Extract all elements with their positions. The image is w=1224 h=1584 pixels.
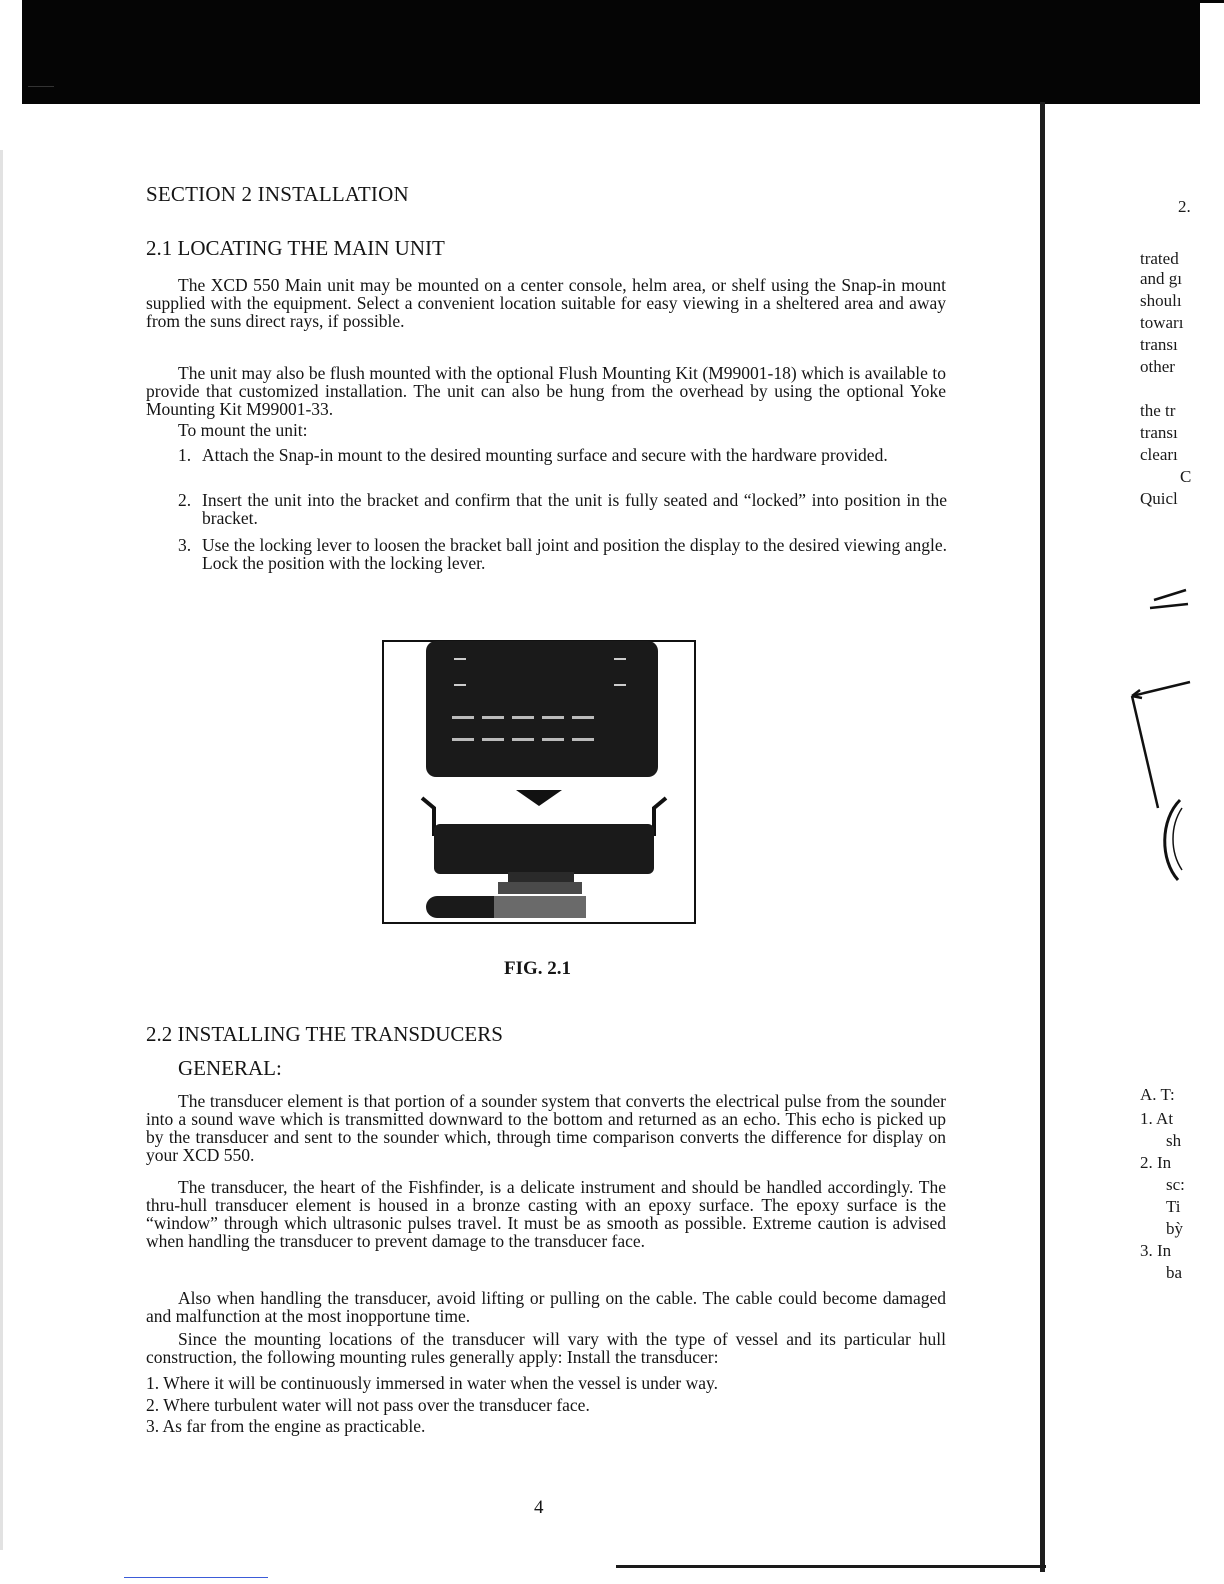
right-page-fragment: the tr — [1140, 401, 1176, 420]
section-title: SECTION 2 INSTALLATION — [146, 182, 409, 206]
step-text: Insert the unit into the bracket and confirm that the unit is fully seated and “locked” into position in the bracket. — [202, 490, 947, 528]
right-page-diagram-fragment — [1120, 580, 1224, 900]
locating-para-2: The unit may also be flush mounted with the optional Flush Mounting Kit (M99001-18) which is available to provide that customized installation. The unit can also be hung from the overhead by using the optional Yoke Mounting Kit M99001-33. — [146, 363, 946, 419]
left-page-edge — [0, 150, 3, 1550]
mounting-rule — [146, 1374, 718, 1392]
rule-text: Where turbulent water will not pass over the transducer face. — [163, 1395, 590, 1415]
right-page-fragment: Quicl — [1140, 489, 1178, 508]
right-page-fragment: other — [1140, 357, 1175, 376]
page-number: 4 — [534, 1497, 544, 1518]
right-page-fragment: Ti — [1166, 1197, 1181, 1216]
right-page-fragment: 2. — [1178, 197, 1191, 216]
bottom-rule — [616, 1565, 1046, 1568]
right-page-fragment: 3. In — [1140, 1241, 1172, 1260]
right-page-fragment: 1. At — [1140, 1109, 1174, 1128]
right-page-fragment: sh — [1166, 1131, 1182, 1150]
transducers-para-1: The transducer element is that portion of a sounder system that converts the electrical pulse from the sounder into a sound wave which is transmitted downward to the bottom and returned as an echo. This echo is picked up by the transducer and sent to the sounder which, through time comparison converts the difference for display on your XCD 550. — [146, 1091, 946, 1165]
locating-para-1: The XCD 550 Main unit may be mounted on a center console, helm area, or shelf using the Snap-in mount supplied with the equipment. Select a convenient location suitable for easy viewing in a sheltered area and away from the suns direct rays, if possible. — [146, 275, 946, 331]
right-page-fragment: transı — [1140, 423, 1178, 442]
rule-number: 2. — [146, 1395, 160, 1415]
top-black-band — [22, 0, 1200, 104]
rule-number: 1. — [146, 1373, 160, 1393]
right-page-fragment: shoulı — [1140, 291, 1182, 310]
scan-artifact-line — [124, 1577, 268, 1578]
rule-text: Where it will be continuously immersed in water when the vessel is under way. — [163, 1373, 719, 1393]
right-page-fragment: transı — [1140, 335, 1178, 354]
transducers-para-4: Since the mounting locations of the transducer will vary with the type of vessel and its particular hull construction, the following mounting rules generally apply: Install the transducer: — [146, 1329, 946, 1367]
right-page-fragment: towarı — [1140, 313, 1184, 332]
right-page-fragment: 2. In — [1140, 1153, 1172, 1172]
rule-text: As far from the engine as practicable. — [162, 1416, 426, 1436]
step-number: 1. — [178, 445, 192, 465]
right-page-fragment: sc: — [1166, 1175, 1185, 1194]
transducers-para-2: The transducer, the heart of the Fishfinder, is a delicate instrument and should be handled accordingly. The thru-hull transducer element is housed in a bronze casting with an epoxy surface. The epoxy surface is the “window” through which ultrasonic pulses travel. It must be as smooth as possible. Extreme caution is advised when handling the transducer to prevent damage to the transducer face. — [146, 1177, 946, 1251]
transducers-heading: 2.2 INSTALLING THE TRANSDUCERS — [146, 1022, 503, 1046]
right-page-fragment: and gı — [1140, 269, 1183, 288]
mounting-rule — [146, 1396, 590, 1414]
locating-heading: 2.1 LOCATING THE MAIN UNIT — [146, 236, 445, 260]
right-page-fragment: bỳ — [1166, 1219, 1183, 1238]
step-text: Attach the Snap-in mount to the desired mounting surface and secure with the hardware provided. — [202, 445, 888, 465]
figure-caption: FIG. 2.1 — [504, 958, 572, 979]
right-page-fragment: C — [1180, 467, 1192, 486]
right-page-fragment: ba — [1166, 1263, 1183, 1282]
step-text: Use the locking lever to loosen the bracket ball joint and position the display to the desired viewing angle. Lock the position with the locking lever. — [202, 535, 947, 573]
margin-tick — [28, 86, 54, 87]
step-number: 3. — [178, 535, 192, 555]
mounting-rule — [146, 1417, 425, 1435]
right-page-fragment: clearı — [1140, 445, 1178, 464]
transducers-para-3: Also when handling the transducer, avoid lifting or pulling on the cable. The cable could become damaged and malfunction at the most inopportune time. — [146, 1288, 946, 1326]
step-number: 2. — [178, 490, 192, 510]
right-page-fragment: A. T: — [1140, 1085, 1175, 1104]
mount-intro: To mount the unit: — [178, 420, 308, 440]
right-page-fragment: trated — [1140, 249, 1179, 268]
top-edge-line — [1000, 0, 1224, 3]
general-subheading: GENERAL: — [178, 1056, 282, 1080]
rule-number: 3. — [146, 1416, 160, 1436]
figure-2-1-mount-illustration — [382, 640, 696, 924]
book-spine — [1040, 102, 1045, 1572]
